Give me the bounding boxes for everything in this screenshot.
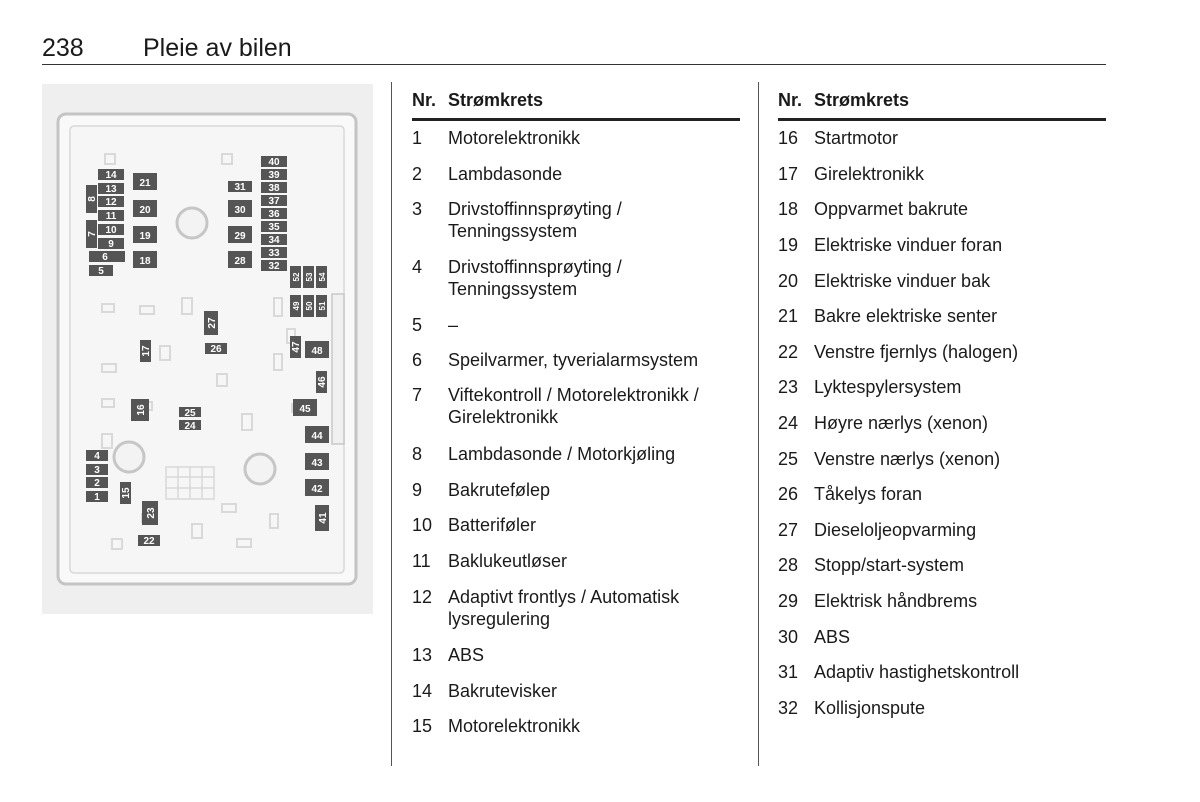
fuse-number-29: 29 [234, 231, 246, 242]
row-number: 24 [778, 413, 799, 433]
fuse-number-24: 24 [184, 421, 196, 432]
fuse-box-diagram [42, 84, 373, 614]
row-text: Oppvarmet bakrute [814, 199, 969, 219]
row-number: 15 [412, 716, 433, 736]
fuse-number-40: 40 [268, 157, 280, 168]
row-text: Bakre elektriske senter [814, 306, 998, 326]
row-text: ABS [814, 627, 851, 647]
row-text: Bakrutevisker [448, 681, 558, 701]
row-text: Batteriføler [448, 515, 537, 535]
fuse-number-46: 46 [317, 376, 328, 388]
row-text: Baklukeutløser [448, 551, 568, 571]
row-number: 17 [778, 164, 799, 184]
fuse-number-52: 52 [292, 272, 301, 282]
fuse-number-48: 48 [311, 346, 323, 357]
row-number: 16 [778, 128, 799, 148]
row-number: 21 [778, 306, 799, 326]
row-number: 29 [778, 591, 799, 611]
row-number: 23 [778, 377, 799, 397]
fuse-table-right [778, 88, 1106, 121]
row-number: 11 [412, 551, 431, 571]
fuse-number-37: 37 [268, 196, 280, 207]
row-text: Startmotor [814, 128, 899, 148]
fuse-number-38: 38 [268, 183, 280, 194]
row-number: 5 [412, 315, 423, 335]
row-text: Høyre nærlys (xenon) [814, 413, 989, 433]
fuse-number-22: 22 [143, 536, 155, 547]
fuse-number-53: 53 [305, 272, 314, 282]
row-number: 26 [778, 484, 799, 504]
header-nr: Nr. [778, 90, 803, 110]
row-number: 2 [412, 164, 423, 184]
fuse-number-34: 34 [268, 235, 280, 246]
fuse-number-23: 23 [146, 507, 157, 519]
row-number: 18 [778, 199, 799, 219]
row-number: 19 [778, 235, 799, 255]
row-text: Elektriske vinduer foran [814, 235, 1003, 255]
fuse-number-54: 54 [318, 272, 327, 282]
row-number: 30 [778, 627, 799, 647]
fuse-number-9: 9 [108, 239, 114, 250]
row-text: Drivstoffinnsprøyting / Tenningssystem [448, 199, 622, 241]
fuse-number-12: 12 [105, 197, 117, 208]
fuse-number-36: 36 [268, 209, 280, 220]
row-text: Venstre fjernlys (halogen) [814, 342, 1019, 362]
header-label: Strømkrets [814, 90, 910, 110]
fuse-number-27: 27 [207, 317, 218, 329]
fuse-number-39: 39 [268, 170, 280, 181]
row-text: Lambdasonde / Motorkjøling [448, 444, 676, 464]
header-nr: Nr. [412, 90, 437, 110]
row-number: 13 [412, 645, 433, 665]
fuse-number-20: 20 [139, 205, 151, 216]
fuse-number-7: 7 [87, 231, 98, 237]
row-number: 28 [778, 555, 799, 575]
row-text: Kollisjonspute [814, 698, 926, 718]
row-number: 31 [778, 662, 799, 682]
row-text: Venstre nærlys (xenon) [814, 449, 1001, 469]
row-text: Stopp/start-system [814, 555, 965, 575]
fuse-number-30: 30 [234, 205, 246, 216]
column-divider-right [758, 82, 759, 766]
row-text: ABS [448, 645, 485, 665]
row-number: 32 [778, 698, 799, 718]
row-number: 20 [778, 271, 799, 291]
fuse-number-15: 15 [121, 487, 132, 499]
row-text: Drivstoffinnsprøyting / Tenningssystem [448, 257, 622, 299]
fuse-number-49: 49 [292, 301, 301, 311]
page-title: Pleie av bilen [143, 34, 292, 62]
header-rule [42, 64, 1106, 65]
table-header [778, 88, 1106, 121]
fuse-number-8: 8 [87, 196, 98, 202]
row-text: Elektrisk håndbrems [814, 591, 978, 611]
row-number: 10 [412, 515, 433, 535]
fuse-number-25: 25 [184, 408, 196, 419]
row-number: 1 [412, 128, 423, 148]
fuse-number-26: 26 [210, 344, 222, 355]
row-text: Motorelektronikk [448, 716, 581, 736]
fuse-number-21: 21 [139, 178, 151, 189]
row-text: Adaptivt frontlys / Automatisk lysregulering [448, 587, 680, 629]
fuse-number-17: 17 [141, 345, 152, 357]
fuse-number-6: 6 [102, 252, 108, 263]
row-number: 27 [778, 520, 799, 540]
page-number: 238 [42, 34, 84, 62]
row-number: 25 [778, 449, 799, 469]
row-number: 3 [412, 199, 423, 219]
fuse-number-3: 3 [94, 465, 100, 476]
row-text: Dieseloljeopvarming [814, 520, 977, 540]
fuse-number-19: 19 [139, 231, 151, 242]
fuse-number-16: 16 [136, 404, 147, 416]
row-text: Speilvarmer, tyverialarmsystem [448, 350, 699, 370]
row-text: Adaptiv hastighetskontroll [814, 662, 1020, 682]
row-number: 9 [412, 480, 423, 500]
fuse-number-43: 43 [311, 458, 323, 469]
fuse-number-51: 51 [318, 301, 327, 311]
fuse-number-44: 44 [311, 431, 323, 442]
fuse-number-1: 1 [94, 492, 100, 503]
fuse-number-32: 32 [268, 261, 280, 272]
fuse-number-41: 41 [318, 512, 329, 524]
fuse-number-5: 5 [98, 266, 104, 277]
row-text: Motorelektronikk [448, 128, 581, 148]
row-number: 8 [412, 444, 423, 464]
fuse-number-13: 13 [105, 184, 117, 195]
row-number: 12 [412, 587, 433, 607]
fuse-number-2: 2 [94, 478, 100, 489]
row-number: 6 [412, 350, 423, 370]
row-number: 4 [412, 257, 423, 277]
fuse-box-svg [42, 84, 373, 614]
fuse-number-11: 11 [105, 211, 117, 222]
fuse-number-14: 14 [105, 170, 117, 181]
fuse-number-33: 33 [268, 248, 280, 259]
right-edge-tab [332, 294, 344, 444]
row-text: Bakrutefølер [448, 480, 551, 500]
table-header [412, 88, 740, 121]
fuse-number-10: 10 [105, 225, 117, 236]
row-text: Lyktespylersystem [814, 377, 962, 397]
row-number: 22 [778, 342, 799, 362]
fuse-number-28: 28 [234, 256, 246, 267]
row-number: 7 [412, 385, 423, 405]
fuse-table-left [412, 88, 740, 121]
fuse-number-50: 50 [305, 301, 314, 311]
fuse-number-45: 45 [299, 404, 311, 415]
row-text: – [448, 315, 459, 335]
fuse-number-35: 35 [268, 222, 280, 233]
column-divider-left [391, 82, 392, 766]
fuse-number-47: 47 [291, 341, 302, 353]
row-text: Elektriske vinduer bak [814, 271, 991, 291]
row-text: Viftekontroll / Motorelektronikk / Girelektronikk [448, 385, 699, 427]
row-number: 14 [412, 681, 433, 701]
fuse-number-31: 31 [234, 182, 246, 193]
fuse-number-42: 42 [311, 484, 323, 495]
fuse-number-18: 18 [139, 256, 151, 267]
row-text: Girelektronikk [814, 164, 925, 184]
header-label: Strømkrets [448, 90, 544, 110]
row-text: Lambdasonde [448, 164, 563, 184]
fuse-number-4: 4 [94, 451, 100, 462]
row-text: Tåkelys foran [814, 484, 923, 504]
